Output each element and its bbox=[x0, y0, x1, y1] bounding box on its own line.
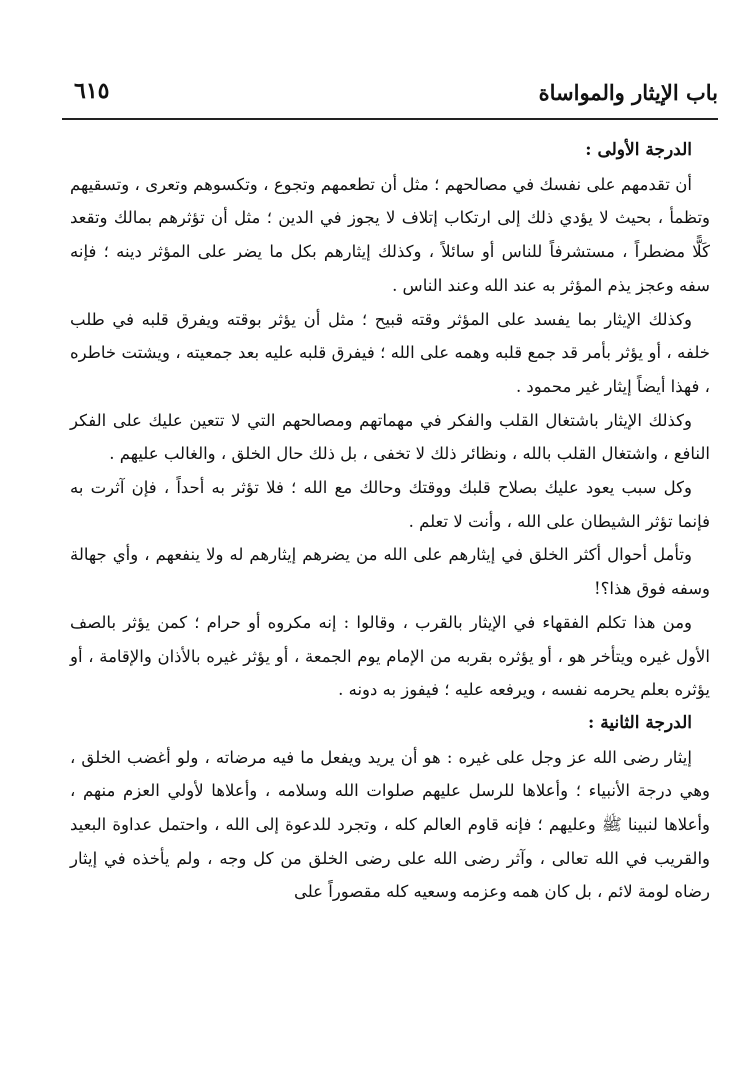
section-heading-second-degree: الدرجة الثانية : bbox=[588, 712, 692, 733]
header-divider bbox=[62, 118, 718, 120]
page-header bbox=[64, 72, 718, 112]
running-title: باب الإيثار والمواساة bbox=[538, 80, 718, 105]
paragraph: ومن هذا تكلم الفقهاء في الإيثار بالقرب ، وقالوا : إنه مكروه أو حرام ؛ كمن يؤثر بالصف الأول غيره ويتأخر هو ، أو يؤثره بقربه من الإمام يوم الجمعة ، أو يؤثر غيره بالأذان والإقامة ، أو يؤثره بعلم يحرمه نفسه ، ويرفعه عليه ؛ فيفوز به دونه . bbox=[70, 612, 710, 700]
paragraph: أن تقدمهم على نفسك في مصالحهم ؛ مثل أن تطعمهم وتجوع ، وتكسوهم وتعرى ، وتسقيهم وتظمأ ، بحيث لا يؤدي ذلك إلى ارتكاب إتلاف لا يجوز في الدين ؛ مثل أن تؤثرهم بمالك وتقعد كَلًّا مضطراً ، مستشرفاً للناس أو سائلاً ، وكذلك إيثارهم بكل ما يضر على المؤثر دينه ؛ فإنه سفه وعجز يذم المؤثر به عند الله وعند الناس . bbox=[70, 174, 710, 295]
paragraph: إيثار رضى الله عز وجل على غيره : هو أن يريد ويفعل ما فيه مرضاته ، ولو أغضب الخلق ، وهي درجة الأنبياء ؛ وأعلاها للرسل عليهم صلوات الله وسلامه ، وأعلاها لأولي العزم منهم ، وأعلاها لنبينا ﷺ وعليهم ؛ فإنه قاوم العالم كله ، وتجرد للدعوة إلى الله ، واحتمل عداوة البعيد والقريب في الله تعالى ، وآثر رضى الله على رضى الخلق من كل وجه ، ولم يأخذه في إيثار رضاه لومة لائم ، بل كان همه وعزمه وسعيه كله مقصوراً على bbox=[70, 747, 710, 902]
paragraph: وتأمل أحوال أكثر الخلق في إيثارهم على الله من يضرهم إيثارهم له ولا ينفعهم ، وأي جهالة وسفه فوق هذا؟! bbox=[70, 545, 710, 599]
section-heading-first-degree: الدرجة الأولى : bbox=[585, 140, 692, 160]
page-number: ٦١٥ bbox=[74, 78, 110, 104]
paragraph: وكذلك الإيثار بما يفسد على المؤثر وقته قبيح ؛ مثل أن يؤثر بوقته ويفرق قلبه في طلب خلفه ، أو يؤثر بأمر قد جمع قلبه وهمه على الله ؛ فيفرق قلبه عليه بعد جمعيته ، ويشتت خاطره ، فهذا أيضاً إيثار غير محمود . bbox=[70, 309, 710, 396]
paragraph: وكذلك الإيثار باشتغال القلب والفكر في مهماتهم ومصالحهم التي لا تتعين عليك على الفكر النافع ، واشتغال القلب بالله ، ونظائر ذلك لا تخفى ، بل ذلك حال الخلق ، والغالب عليهم . bbox=[70, 410, 710, 464]
paragraph: وكل سبب يعود عليك بصلاح قلبك ووقتك وحالك مع الله ؛ فلا تؤثر به أحداً ، فإن آثرت به فإنما تؤثر الشيطان على الله ، وأنت لا تعلم . bbox=[70, 478, 710, 531]
page-body bbox=[70, 134, 710, 909]
